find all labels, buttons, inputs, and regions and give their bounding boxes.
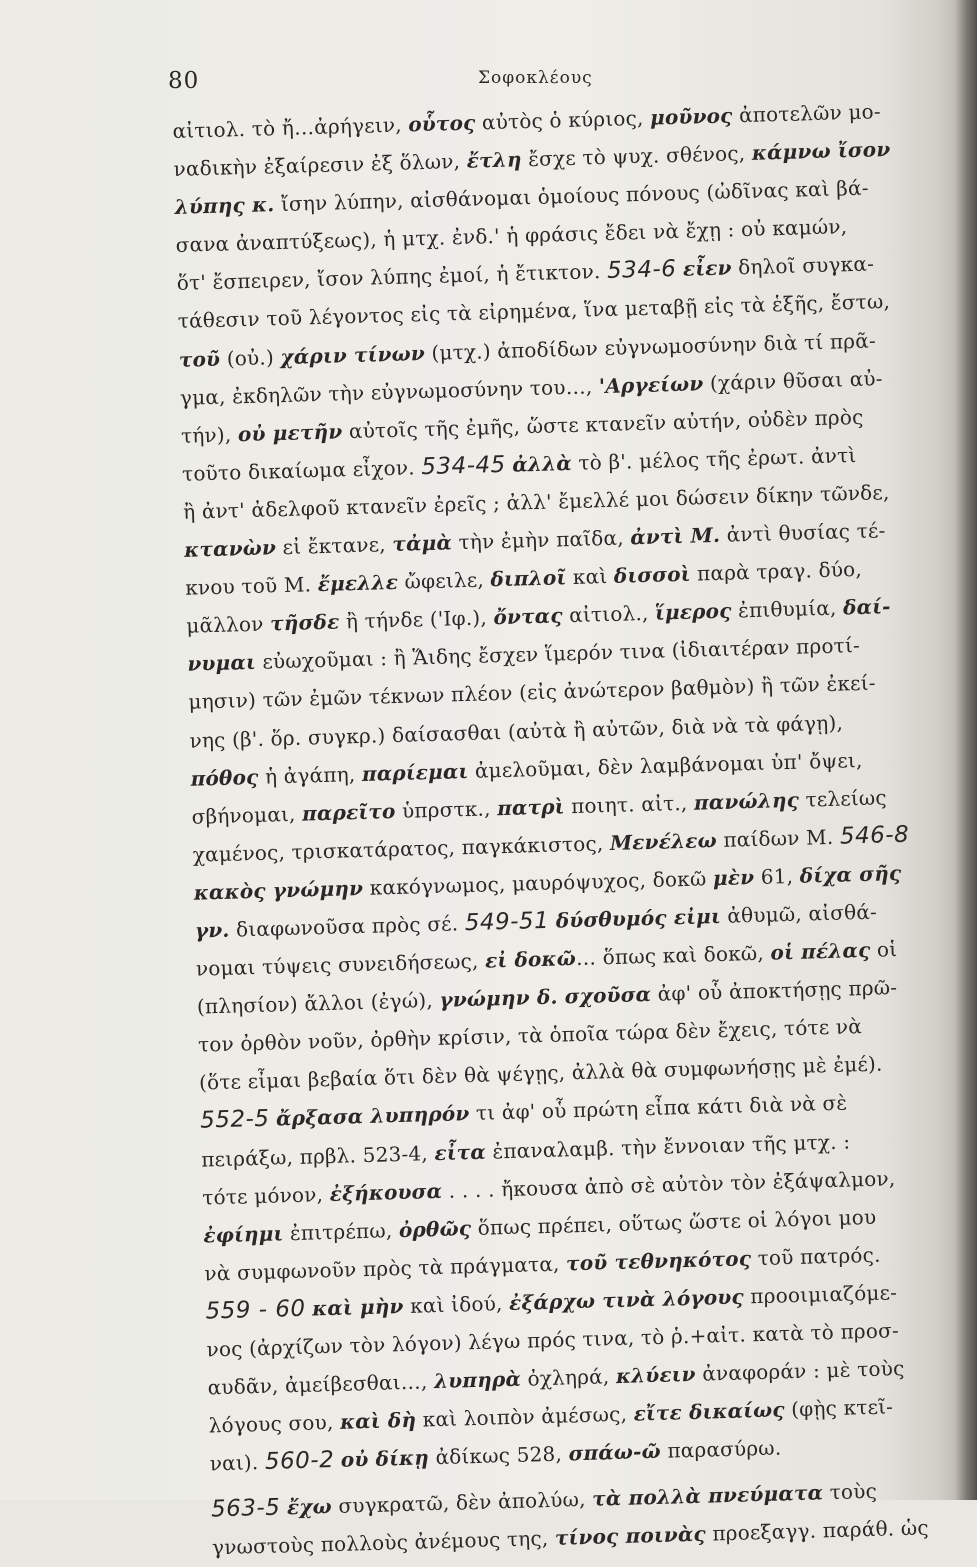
gloss-text: σβήνομαι, <box>191 801 303 829</box>
lemma-term: ἔτλη <box>466 147 522 173</box>
lemma-term: τὰ πολλὰ πνεύματα <box>591 1480 824 1512</box>
lemma-term: ἐφίημι <box>203 1221 284 1248</box>
lemma-term: οὗτος <box>407 110 476 137</box>
lemma-term: κτανὼν <box>183 535 277 562</box>
gloss-text: προοιμιαζόμε- <box>743 1280 898 1309</box>
gloss-text: αὐτοῖς τῆς ἐμῆς, ὥστε κτανεῖν αὐτήν, οὐδὲν πρὸς <box>342 404 864 444</box>
gloss-text: ἀντὶ θυσίας τέ- <box>719 518 886 547</box>
lemma-term: παρίεμαι <box>361 758 469 786</box>
lemma-term: σπάω-ῶ <box>568 1439 662 1466</box>
gloss-text: προεξαγγ. παράθ. ὡς <box>705 1515 930 1547</box>
lemma-term: παρεῖτο <box>301 798 396 826</box>
gloss-text: (φῂς κτεῖ- <box>784 1394 894 1422</box>
lemma-term: ἐξάρχω τινὰ λόγους <box>508 1284 745 1315</box>
lemma-term: λύπης κ. <box>174 192 275 220</box>
gloss-text: ἀποτελῶν μο- <box>732 99 882 128</box>
gloss-text: λόγους σου, <box>208 1410 341 1438</box>
gloss-text: τότε μόνον, <box>201 1181 331 1210</box>
lemma-term: χάριν τίνων <box>280 340 426 369</box>
gloss-text: ἀμελοῦμαι, δὲν λαμβάνομαι ὑπ' ὄψει, <box>468 747 863 783</box>
gloss-text: τελείως <box>798 785 888 812</box>
gloss-text: χαμένος, τρισκατάρατος, παγκάκιστος, <box>192 830 611 867</box>
gloss-text: ὑπρστκ., <box>395 795 498 823</box>
gloss-text: ἐπιθυμία, <box>731 595 844 623</box>
gloss-text: πειράξω, πρβλ. 523-4, <box>200 1140 435 1172</box>
lemma-term: νυμαι <box>187 650 257 677</box>
lemma-term: Μενέλεω <box>609 827 718 855</box>
lemma-term: λυπηρὰ <box>433 1366 522 1394</box>
lemma-term: μὲν <box>712 864 755 891</box>
gloss-text: ἀθυμῶ, αἰσθά- <box>720 899 878 928</box>
gloss-text: κακόγνωμος, μαυρόψυχος, δοκῶ <box>362 866 714 900</box>
gloss-text: οἱ <box>870 937 898 962</box>
verse-reference: 549-51 <box>464 907 550 937</box>
gloss-text: καὶ λοιπὸν ἀμέσως, <box>415 1401 634 1432</box>
gloss-text: ἢ ἀντ' ἀδελφοῦ κτανεῖν ἐρεῖς ; ἀλλ' ἔμελλέ μοι δώσειν δίκην τῶνδε, <box>182 480 890 524</box>
gloss-text: αυδᾶν, ἀμείβεσθαι…, <box>207 1369 435 1400</box>
lemma-term: κακὸς γνώμην <box>193 875 364 905</box>
gloss-text: … ὅπως καὶ δοκῶ, <box>575 940 771 971</box>
gloss-text: νης (β'. ὅρ. συγκρ.) δαίσασθαι (αὐτὰ ἢ αὐτῶν, διὰ νὰ τὰ φάγῃ), <box>189 710 844 753</box>
lemma-term: οὐ δίκῃ <box>340 1445 430 1473</box>
lemma-term: οὐ μετῆν <box>237 419 343 447</box>
lemma-term: δύσθυμός εἰμι <box>555 903 722 933</box>
lemma-term: ἵμερος <box>654 598 732 625</box>
lemma-term: εἴτε δικαίως <box>633 1397 786 1426</box>
lemma-term: 'Αργείων <box>598 370 704 398</box>
page-number: 80 <box>168 68 200 94</box>
gloss-text: ποιητ. αἰτ., <box>564 790 695 818</box>
commentary-text <box>172 90 977 1567</box>
gloss-text: τι ἀφ' οὗ πρώτη εἶπα κάτι διὰ νὰ σὲ <box>469 1090 848 1126</box>
lemma-term: δαί- <box>842 594 891 620</box>
gloss-text: καὶ <box>565 563 615 590</box>
verse-reference: 559 - 60 <box>205 1295 306 1325</box>
lemma-term: δισσοὶ <box>613 561 691 588</box>
gloss-text: τοὺς <box>822 1479 878 1505</box>
gloss-text: τήν), <box>180 422 239 448</box>
lemma-term: ἔμελλε <box>317 570 399 597</box>
lemma-term: εἶτα <box>434 1139 487 1165</box>
lemma-term: κλύειν <box>615 1361 697 1389</box>
gloss-text: τάθεσιν τοῦ λέγοντος εἰς τὰ εἰρημένα, ἵνα μεταβῇ εἰς τὰ ἑξῆς, ἔστω, <box>177 289 891 334</box>
lemma-term: πατρὶ <box>496 794 565 820</box>
gloss-text: αὐτὸς ὁ κύριος, <box>475 105 651 135</box>
gloss-text: ἀναφοράν : μὲ τοὺς <box>695 1356 905 1386</box>
gloss-text: μησιν) τῶν ἐμῶν τέκνων πλέον (εἰς ἀνώτερον βαθμὸν) ἢ τῶν ἐκεί- <box>188 670 877 715</box>
lemma-term: πανώλης <box>693 787 800 815</box>
gloss-text: ναι). <box>209 1450 266 1476</box>
verse-reference: 546-8 <box>839 821 910 850</box>
gloss-text: τοῦ πατρός. <box>750 1242 881 1271</box>
lemma-term: τἀμὰ <box>392 530 453 557</box>
gloss-text: ἐπαναλαμβ. τὴν ἔννοιαν τῆς μτχ. : <box>485 1129 851 1164</box>
gloss-text: (ὅτε εἶμαι βεβαία ὅτι δὲν θὰ ψέγῃς, ἀλλὰ θὰ συμφωνήσῃς μὲ ἐμέ). <box>198 1051 883 1095</box>
gloss-text: (χάριν θῦσαι αὐ- <box>703 365 883 395</box>
gloss-text: . . . . ἤκουσα ἀπὸ σὲ αὐτὸν τὸν ἐξάψαλμον, <box>441 1165 896 1203</box>
gloss-text: τὴν ἐμὴν παῖδα, <box>451 525 631 555</box>
lemma-term: ἐξήκουσα <box>329 1178 443 1206</box>
gloss-text: αἰτιολ., <box>562 600 656 628</box>
lemma-term: ἀντὶ Μ. <box>629 522 721 550</box>
lemma-term: οἱ πέλας <box>770 937 871 965</box>
gloss-text: ὀχληρά, <box>520 1364 617 1391</box>
gloss-text: ναδικὴν ἐξαίρεσιν ἐξ ὅλων, <box>173 148 468 182</box>
gloss-text: νὰ συμφωνοῦν πρὸς τὰ πράγματα, <box>204 1251 567 1286</box>
gloss-text: αἰτιολ. τὸ ἤ…ἀρήγειν, <box>172 112 409 143</box>
gloss-text: συγκρατῶ, δὲν ἀπολύω, <box>331 1487 593 1519</box>
gloss-text: εἰ ἔκτανε, <box>275 532 393 560</box>
gloss-text: ἴσην λύπην, αἰσθάνομαι ὁμοίους πόνους (ὠδῖνας καὶ βά- <box>274 175 869 217</box>
gloss-text: γνωστοὺς πολλοὺς ἀνέμους της, <box>211 1526 556 1560</box>
lemma-term: ἀλλὰ <box>511 450 573 477</box>
verse-reference: 552-5 <box>199 1106 270 1135</box>
gloss-text: τον ὀρθὸν νοῦν, ὀρθὴν κρίσιν, τὰ ὁποῖα τώρα δὲν ἔχεις, τότε νὰ <box>197 1014 863 1057</box>
lemma-term: ὄντας <box>493 603 564 630</box>
lemma-term: ἔχω <box>286 1494 333 1520</box>
lemma-term: μοῦνος <box>649 103 733 130</box>
gloss-text: ἢ τήνδε ('Ιφ.), <box>339 605 494 634</box>
gloss-text: (οὐ.) <box>219 344 281 371</box>
gloss-text: ἡ ἀγάπη, <box>258 761 363 789</box>
gloss-text: καὶ ἰδού, <box>403 1290 510 1318</box>
gloss-text: τὸ β'. μέλος τῆς ἐρωτ. ἀντὶ <box>571 442 857 475</box>
lemma-term: τοῦ τεθνηκότος <box>565 1246 752 1276</box>
lemma-term: ἄρξασα λυπηρόν <box>275 1101 470 1131</box>
gloss-text: νομαι τύψεις συνειδήσεως, <box>195 948 486 981</box>
lemma-term: καὶ δὴ <box>339 1407 417 1435</box>
lemma-term: γνώμην δ. σχοῦσα <box>439 982 652 1013</box>
gloss-text: παρὰ τραγ. δύο, <box>690 557 863 586</box>
running-head: Σοφοκλέους <box>478 68 593 88</box>
lemma-term: δίχα σῆς <box>799 860 902 888</box>
gloss-text: εὐωχοῦμαι : ἢ Ἅιδης ἔσχεν ἵμερόν τινα (ἰδιαιτέραν προτί- <box>255 633 861 675</box>
gloss-text: (πλησίον) ἄλλοι (ἐγώ), <box>196 988 440 1019</box>
gloss-text: σανα ἀναπτύξεως), ἡ μτχ. ἐνδ.' ἡ φράσις ἔδει νὰ ἔχῃ : οὐ καμών, <box>175 214 848 258</box>
gloss-text: (μτχ.) ἀποδίδων εὐγνωμοσύνην διὰ τί πρᾶ- <box>424 328 877 365</box>
gloss-text: 61, <box>753 863 801 889</box>
verse-reference: 534-45 <box>420 451 507 481</box>
gloss-text: διαφωνοῦσα πρὸς σέ. <box>229 911 466 942</box>
gloss-text: δηλοῖ συγκα- <box>731 251 875 280</box>
gloss-text: παίδων Μ. <box>716 824 841 852</box>
gloss-text: ἔσχε τὸ ψυχ. σθένος, <box>521 140 753 172</box>
lemma-term: τῆσδε <box>269 609 340 636</box>
gloss-text: μᾶλλον <box>186 611 271 639</box>
lemma-term: κάμνω ἴσον <box>751 137 891 165</box>
gloss-text: ἀφ' οὗ ἀποκτήσῃς πρῶ- <box>650 975 898 1007</box>
gloss-text: ἀδίκως 528, <box>428 1441 569 1470</box>
gloss-text: ἐπιτρέπω, <box>283 1217 400 1246</box>
lemma-term: γν. <box>194 917 230 943</box>
gloss-text: νος (ἀρχίζων τὸν λόγον) λέγω πρός τινα, τὸ ῥ.+αἰτ. κατὰ τὸ προσ- <box>206 1318 900 1362</box>
verse-reference: 560-2 <box>264 1447 335 1476</box>
lemma-term: καὶ μὴν <box>311 1293 404 1321</box>
gloss-text: ὅτ' ἔσπειρεν, ἴσον λύπης ἐμοί, ἡ ἔτικτον. <box>176 259 608 296</box>
lemma-term: διπλοῖ <box>490 565 567 592</box>
gloss-text: γμα, ἐκδηλῶν τὴν εὐγνωμοσύνην του…, <box>179 373 600 410</box>
lemma-term: πόθος <box>190 764 259 791</box>
gloss-text: παρασύρω. <box>660 1435 782 1464</box>
gloss-text: ὤφειλε, <box>397 567 491 594</box>
gloss-text: ὅπως πρέπει, οὕτως ὥστε οἱ λόγοι μου <box>470 1204 877 1240</box>
lemma-term: ὀρθῶς <box>398 1215 472 1242</box>
verse-reference: 534-6 <box>606 256 677 285</box>
gloss-text: κνου τοῦ Μ. <box>184 572 319 600</box>
gloss-text: τοῦτο δικαίωμα εἶχον. <box>181 455 422 486</box>
verse-reference: 563-5 <box>210 1494 281 1523</box>
lemma-term: τοῦ <box>178 346 221 372</box>
lemma-term: εἶεν <box>682 255 732 282</box>
lemma-term: εἰ δοκῶ <box>484 946 577 973</box>
lemma-term: τίνος ποινὰς <box>554 1522 707 1551</box>
